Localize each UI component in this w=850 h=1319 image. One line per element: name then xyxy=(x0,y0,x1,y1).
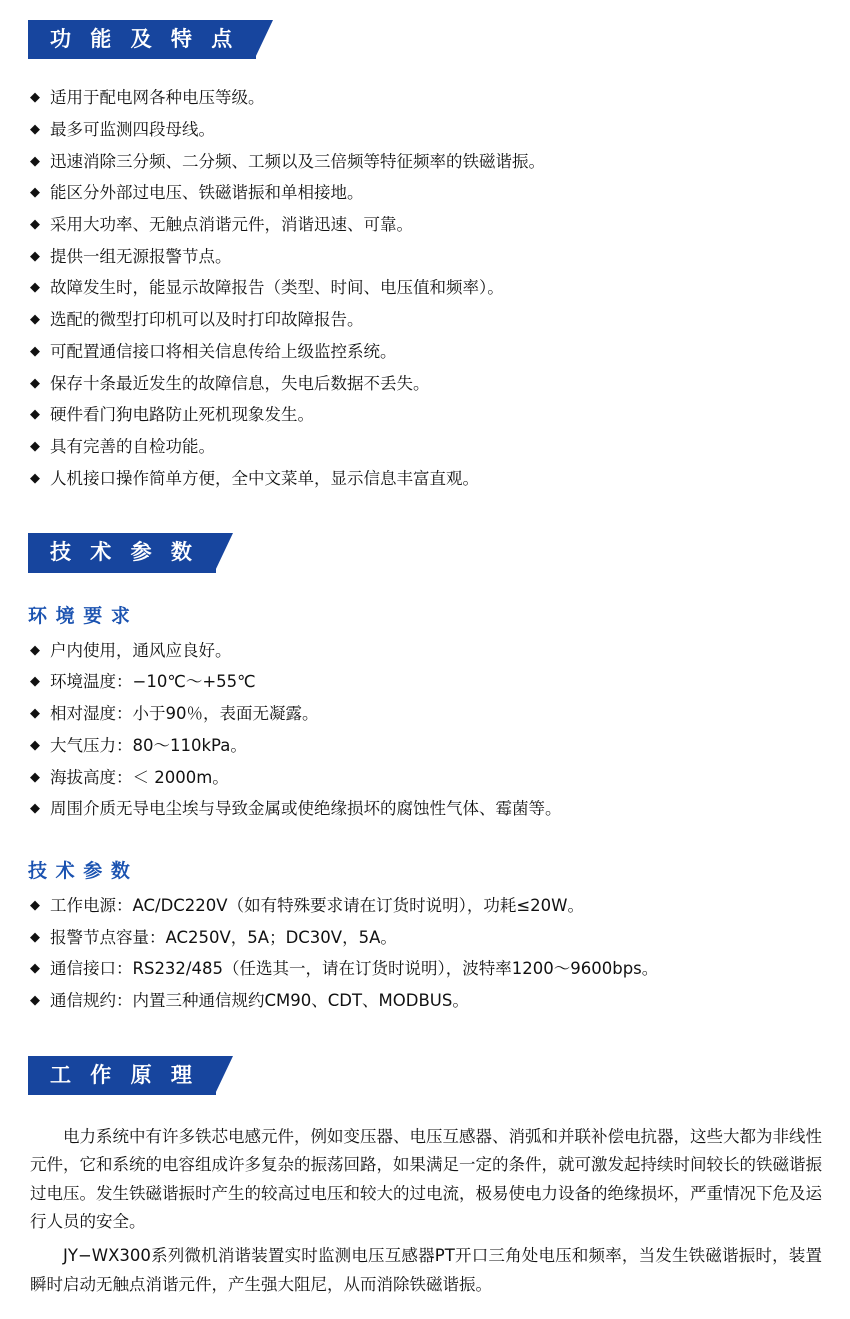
banner-tail-icon xyxy=(215,533,233,571)
principle-paragraph: 电力系统中有许多铁芯电感元件，例如变压器、电压互感器、消弧和并联补偿电抗器，这些大都为非线性元件，它和系统的电容组成许多复杂的振荡回路，如果满足一定的条件，就可激发起持续时间较长的铁磁谐振过电压。发生铁磁谐振时产生的较高过电压和较大的过电流，极易使电力设备的绝缘损坏，严重情况下危及运行人员的安全。 xyxy=(30,1126,822,1232)
list-item: ◆ 环境温度：−10℃～+55℃ xyxy=(30,669,850,696)
sub-heading-environment: 环 境 要 求 xyxy=(28,604,131,627)
list-item: ◆ 相对湿度：小于90％，表面无凝露。 xyxy=(30,701,850,728)
principle-paragraph: JY−WX300系列微机消谐装置实时监测电压互感器PT开口三角处电压和频率，当发生铁磁谐振时，装置瞬时启动无触点消谐元件，产生强大阻尼，从而消除铁磁谐振。 xyxy=(30,1246,822,1294)
list-item: ◆ 故障发生时，能显示故障报告（类型、时间、电压值和频率）。 xyxy=(30,275,850,302)
spacer xyxy=(0,828,850,856)
top-spacer xyxy=(0,0,850,20)
banner-tail-icon xyxy=(215,1056,233,1094)
environment-list xyxy=(0,638,850,823)
section-banner-principle xyxy=(28,1056,216,1095)
list-item: ◆ 最多可监测四段母线。 xyxy=(30,117,850,144)
spacer xyxy=(0,1095,850,1123)
list-item: ◆ 通信规约：内置三种通信规约CM90、CDT、MODBUS。 xyxy=(30,988,850,1015)
section-banner-principle-label: 工 作 原 理 xyxy=(28,1056,216,1095)
list-item: ◆ 能区分外部过电压、铁磁谐振和单相接地。 xyxy=(30,180,850,207)
list-item: ◆ 大气压力：80～110kPa。 xyxy=(30,733,850,760)
list-item: ◆ 迅速消除三分频、二分频、工频以及三倍频等特征频率的铁磁谐振。 xyxy=(30,149,850,176)
list-item: ◆ 硬件看门狗电路防止死机现象发生。 xyxy=(30,402,850,429)
section-banner-features xyxy=(28,20,256,59)
list-item: ◆ 可配置通信接口将相关信息传给上级监控系统。 xyxy=(30,339,850,366)
list-item: ◆ 户内使用，通风应良好。 xyxy=(30,638,850,665)
features-list xyxy=(0,85,850,492)
section-banner-technical-label: 技 术 参 数 xyxy=(28,533,216,572)
spacer xyxy=(0,497,850,533)
spacer xyxy=(0,1020,850,1056)
parameters-list xyxy=(0,893,850,1015)
list-item: ◆ 采用大功率、无触点消谐元件，消谐迅速、可靠。 xyxy=(30,212,850,239)
section-banner-features-label: 功 能 及 特 点 xyxy=(28,20,256,59)
list-item: ◆ 海拔高度：＜ 2000m。 xyxy=(30,765,850,792)
banner-tail-icon xyxy=(255,20,273,58)
list-item: ◆ 工作电源：AC/DC220V（如有特殊要求请在订货时说明），功耗≤20W。 xyxy=(30,893,850,920)
list-item: ◆ 提供一组无源报警节点。 xyxy=(30,244,850,271)
list-item: ◆ 周围介质无导电尘埃与导致金属或使绝缘损坏的腐蚀性气体、霉菌等。 xyxy=(30,796,850,823)
list-item: ◆ 具有完善的自检功能。 xyxy=(30,434,850,461)
list-item: ◆ 选配的微型打印机可以及时打印故障报告。 xyxy=(30,307,850,334)
spacer xyxy=(0,59,850,85)
list-item: ◆ 通信接口：RS232/485（任选其一，请在订货时说明），波特率1200～9600bps。 xyxy=(30,956,850,983)
spacer xyxy=(0,573,850,601)
list-item: ◆ 人机接口操作简单方便，全中文菜单，显示信息丰富直观。 xyxy=(30,466,850,493)
list-item: ◆ 保存十条最近发生的故障信息，失电后数据不丢失。 xyxy=(30,371,850,398)
list-item: ◆ 报警节点容量：AC250V，5A；DC30V，5A。 xyxy=(30,925,850,952)
sub-heading-parameters: 技 术 参 数 xyxy=(28,859,131,882)
spacer xyxy=(0,1299,850,1319)
list-item: ◆ 适用于配电网各种电压等级。 xyxy=(30,85,850,112)
section-banner-technical xyxy=(28,533,216,572)
